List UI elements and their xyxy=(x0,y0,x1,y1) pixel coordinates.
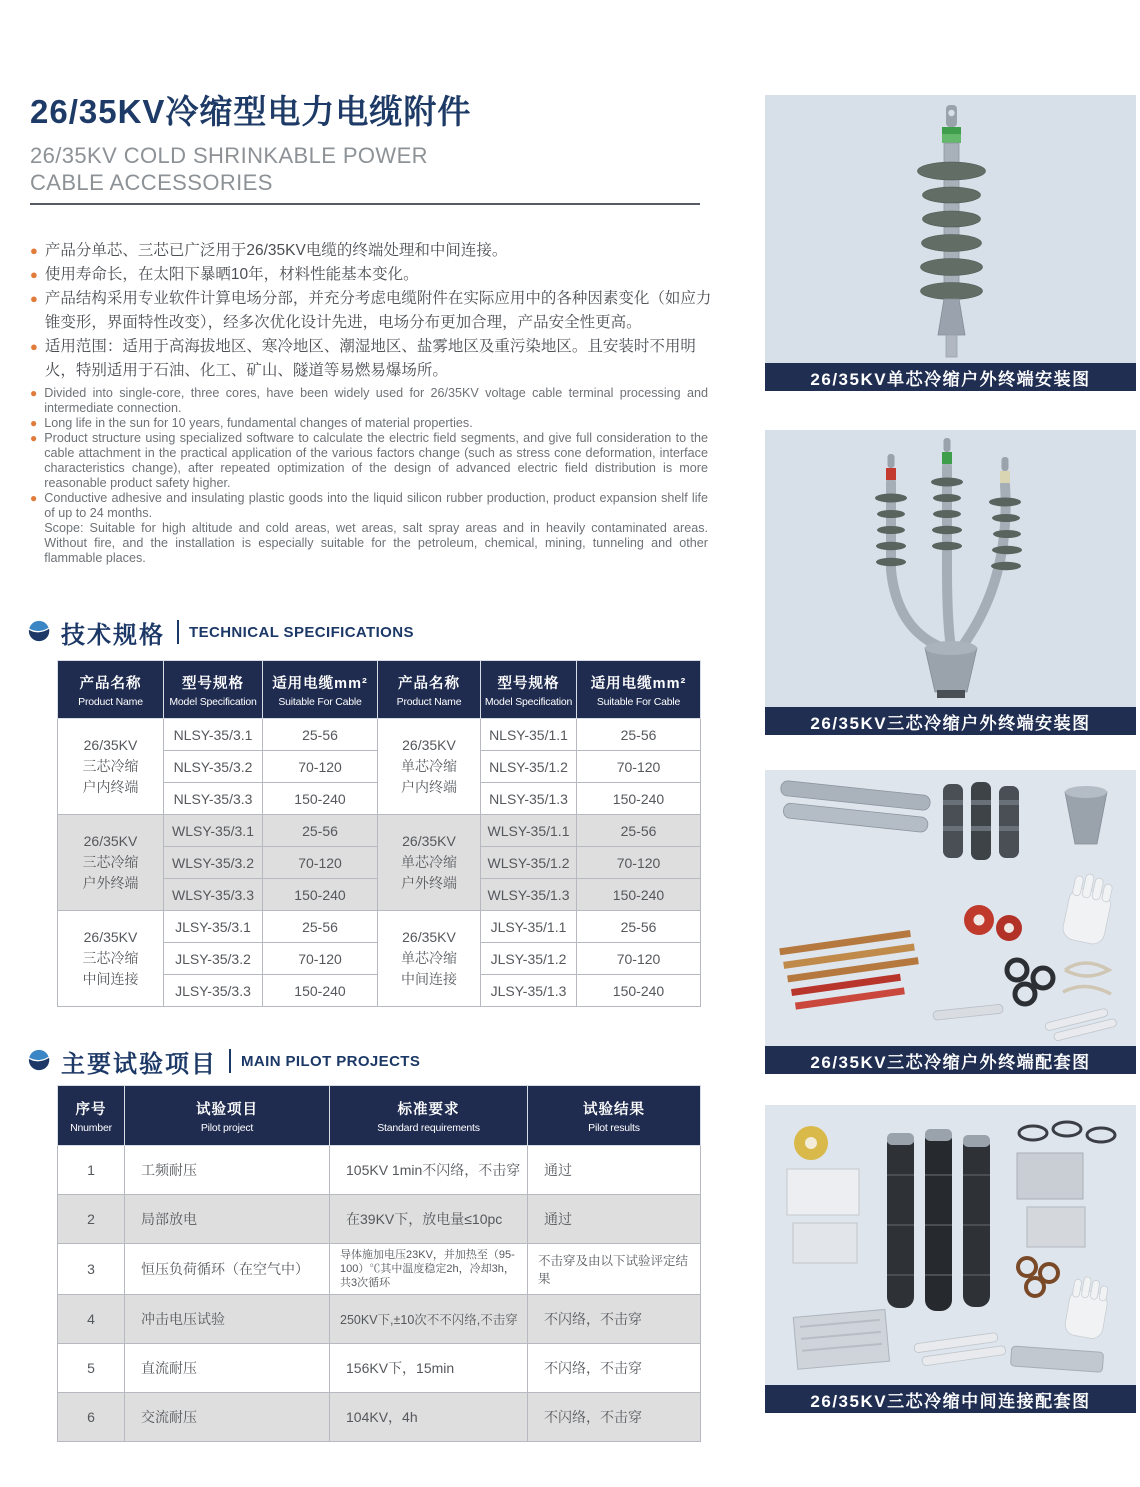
en-bullet-text xyxy=(44,491,708,566)
header-en: Model Specification xyxy=(484,695,573,708)
en-bullet-item xyxy=(30,431,708,491)
three-core-terminal-photo xyxy=(765,430,1136,707)
bullet-dot-icon: ● xyxy=(30,491,38,505)
bullet-dot-icon: ● xyxy=(30,243,38,258)
header-en: Suitable For Cable xyxy=(596,695,681,708)
pilot-project-cell: 直流耐压 xyxy=(125,1344,330,1393)
page-title-en-line1: 26/35KV COLD SHRINKABLE POWER xyxy=(30,143,428,168)
page-title-en xyxy=(30,142,702,196)
cn-bullet-text: 适用范围：适用于高海拔地区、寒冷地区、潮湿地区、盐雾地区及重污染地区。且安装时不用明火，特别适用于石油、化工、矿山、隧道等易燃易爆场所。 xyxy=(44,338,696,379)
spec-cable-cell: 70-120 xyxy=(263,751,378,783)
terminal-kit-photo xyxy=(765,770,1136,1046)
pilot-number-cell: 6 xyxy=(58,1393,125,1442)
joint-kit-photo xyxy=(765,1105,1136,1385)
pilot-project-cell: 交流耐压 xyxy=(125,1393,330,1442)
spec-header-model xyxy=(164,661,263,719)
pilot-result-cell: 不闪络，不击穿 xyxy=(528,1393,701,1442)
pilot-number-cell: 3 xyxy=(58,1244,125,1295)
pilot-result-cell: 通过 xyxy=(528,1146,701,1195)
header-cn: 试验项目 xyxy=(196,1101,258,1118)
pilot-header-requirements xyxy=(330,1086,528,1146)
header-cn: 产品名称 xyxy=(79,675,142,692)
pilot-result-cell: 通过 xyxy=(528,1195,701,1244)
pilot-project-cell: 工频耐压 xyxy=(125,1146,330,1195)
cn-bullet-text: 使用寿命长，在太阳下暴晒10年，材料性能基本变化。 xyxy=(44,266,419,283)
spec-model-cell: WLSY-35/1.2 xyxy=(481,847,577,879)
spec-header-cable xyxy=(263,661,378,719)
spec-product-cell: 26/35KV 单芯冷缩 户外终端 xyxy=(378,815,481,911)
figure-caption: 26/35KV三芯冷缩户外终端配套图 xyxy=(765,1046,1136,1074)
spec-header-product xyxy=(58,661,164,719)
bullet-dot-icon: ● xyxy=(30,386,38,400)
spec-model-cell: NLSY-35/1.3 xyxy=(481,783,577,815)
spec-model-cell: JLSY-35/3.1 xyxy=(164,911,263,943)
spec-product-cell: 26/35KV 单芯冷缩 中间连接 xyxy=(378,911,481,1007)
spec-cable-cell: 25-56 xyxy=(263,911,378,943)
spec-cable-cell: 150-240 xyxy=(263,975,378,1007)
section-title-en: TECHNICAL SPECIFICATIONS xyxy=(189,623,414,641)
header-cn: 适用电缆mm² xyxy=(272,675,368,692)
spec-model-cell: NLSY-35/3.1 xyxy=(164,719,263,751)
spec-cable-cell: 70-120 xyxy=(263,943,378,975)
spec-model-cell: NLSY-35/3.2 xyxy=(164,751,263,783)
pilot-row xyxy=(58,1344,701,1393)
en-bullet-text-main: Conductive adhesive and insulating plastic goods into the liquid silicon rubber production, product expansion shelf life of up to 24 months. xyxy=(44,491,708,520)
spec-cable-cell: 70-120 xyxy=(263,847,378,879)
pilot-requirement-cell: 104KV，4h xyxy=(330,1393,528,1442)
pilot-row xyxy=(58,1146,701,1195)
en-bullet-scope: Scope: Suitable for high altitude and cold areas, wet areas, salt spray areas and in heavily contaminated areas. Without fire, and the installation is especially suitable for the petroleum, chemical, mining, tunneling and other flammable places. xyxy=(44,521,708,565)
technical-specifications-table xyxy=(57,660,701,1007)
spec-cable-cell: 25-56 xyxy=(577,815,701,847)
pilot-row xyxy=(58,1393,701,1442)
spec-cable-cell: 25-56 xyxy=(577,719,701,751)
title-divider xyxy=(30,203,700,205)
spec-row xyxy=(58,815,701,847)
spec-cable-cell: 70-120 xyxy=(577,751,701,783)
main-pilot-projects-table xyxy=(57,1085,701,1442)
cn-bullet-item xyxy=(30,263,714,287)
section-title-cn: 主要试验项目 xyxy=(61,1050,217,1078)
spec-model-cell: JLSY-35/1.3 xyxy=(481,975,577,1007)
section-title-cn: 技术规格 xyxy=(61,621,165,649)
spec-product-cell: 26/35KV 三芯冷缩 户外终端 xyxy=(58,815,164,911)
bullet-dot-icon: ● xyxy=(30,416,38,430)
header-en: Suitable For Cable xyxy=(278,695,362,708)
spec-row xyxy=(58,911,701,943)
spec-cable-cell: 70-120 xyxy=(577,847,701,879)
pilot-result-cell: 不击穿及由以下试验评定结果 xyxy=(528,1244,701,1295)
pilot-requirement-cell: 在39KV下，放电量≤10pc xyxy=(330,1195,528,1244)
header-en: Product Name xyxy=(396,695,462,708)
spec-cable-cell: 25-56 xyxy=(263,719,378,751)
en-bullet-text: Divided into single-core, three cores, have been widely used for 26/35KV voltage cable terminal processing and intermediate connection. xyxy=(44,386,708,415)
spec-product-cell: 26/35KV 三芯冷缩 户内终端 xyxy=(58,719,164,815)
section-technical-specifications xyxy=(28,615,414,649)
header-cn: 试验结果 xyxy=(583,1101,645,1118)
pilot-number-cell: 2 xyxy=(58,1195,125,1244)
spec-model-cell: JLSY-35/1.2 xyxy=(481,943,577,975)
header-cn: 型号规格 xyxy=(497,675,560,692)
spec-product-cell: 26/35KV 三芯冷缩 中间连接 xyxy=(58,911,164,1007)
figure-caption: 26/35KV单芯冷缩户外终端安装图 xyxy=(765,363,1136,391)
pilot-requirement-cell: 156KV下，15min xyxy=(330,1344,528,1393)
spec-header-model xyxy=(481,661,577,719)
en-bullet-text: Long life in the sun for 10 years, fundamental changes of material properties. xyxy=(44,416,473,430)
figure-caption: 26/35KV三芯冷缩中间连接配套图 xyxy=(765,1385,1136,1413)
page-title-cn: 26/35KV冷缩型电力电缆附件 xyxy=(30,93,472,130)
pilot-project-cell: 局部放电 xyxy=(125,1195,330,1244)
title-block xyxy=(30,86,702,205)
cn-bullet-text: 产品结构采用专业软件计算电场分部，并充分考虑电缆附件在实际应用中的各种因素变化（如应力锥变形，界面特性改变），经多次优化设计先进，电场分布更加合理，产品安全性更高。 xyxy=(44,290,712,331)
spec-model-cell: NLSY-35/3.3 xyxy=(164,783,263,815)
spec-model-cell: JLSY-35/1.1 xyxy=(481,911,577,943)
spec-product-cell: 26/35KV 单芯冷缩 户内终端 xyxy=(378,719,481,815)
pilot-project-cell: 恒压负荷循环（在空气中） xyxy=(125,1244,330,1295)
cn-bullet-list xyxy=(30,239,714,383)
spec-header-row xyxy=(58,661,701,719)
section-sphere-icon xyxy=(28,1049,50,1076)
bullet-dot-icon: ● xyxy=(30,267,38,282)
spec-cable-cell: 25-56 xyxy=(577,911,701,943)
header-en: Pilot project xyxy=(200,1121,254,1134)
pilot-header-row xyxy=(58,1086,701,1146)
spec-model-cell: WLSY-35/1.3 xyxy=(481,879,577,911)
pilot-requirement-cell: 导体施加电压23KV，并加热至（95-100）℃其中温度稳定2h，冷却3h，共3次循环 xyxy=(330,1244,528,1295)
pilot-row xyxy=(58,1195,701,1244)
en-bullet-item xyxy=(30,416,708,431)
spec-cable-cell: 150-240 xyxy=(263,783,378,815)
figure-panel-three-core-terminal xyxy=(765,430,1136,735)
spec-row xyxy=(58,719,701,751)
header-en: Pilot results xyxy=(588,1121,640,1134)
header-cn: 适用电缆mm² xyxy=(590,675,687,692)
header-cn: 序号 xyxy=(75,1101,107,1118)
en-bullet-list xyxy=(30,386,708,566)
spec-model-cell: NLSY-35/1.1 xyxy=(481,719,577,751)
header-en: Product Name xyxy=(78,695,143,708)
header-en: Nnumber xyxy=(70,1121,112,1134)
spec-cable-cell: 150-240 xyxy=(577,879,701,911)
spec-header-cable xyxy=(577,661,701,719)
pilot-result-cell: 不闪络，不击穿 xyxy=(528,1295,701,1344)
pilot-result-cell: 不闪络，不击穿 xyxy=(528,1344,701,1393)
figure-caption: 26/35KV三芯冷缩户外终端安装图 xyxy=(765,707,1136,735)
cn-bullet-item xyxy=(30,239,714,263)
section-sphere-icon xyxy=(28,620,50,647)
pilot-number-cell: 5 xyxy=(58,1344,125,1393)
spec-model-cell: WLSY-35/3.3 xyxy=(164,879,263,911)
bullet-dot-icon: ● xyxy=(30,431,38,445)
spec-model-cell: NLSY-35/1.2 xyxy=(481,751,577,783)
pilot-header-results xyxy=(528,1086,701,1146)
pilot-header-number xyxy=(58,1086,125,1146)
header-cn: 产品名称 xyxy=(398,675,460,692)
spec-cable-cell: 150-240 xyxy=(577,783,701,815)
cn-bullet-item xyxy=(30,287,714,335)
header-cn: 标准要求 xyxy=(397,1101,460,1118)
section-title-divider xyxy=(229,1049,231,1073)
spec-cable-cell: 70-120 xyxy=(577,943,701,975)
pilot-project-cell: 冲击电压试验 xyxy=(125,1295,330,1344)
spec-cable-cell: 25-56 xyxy=(263,815,378,847)
section-main-pilot-projects xyxy=(28,1044,420,1078)
cn-bullet-text: 产品分单芯、三芯已广泛用于26/35KV电缆的终端处理和中间连接。 xyxy=(44,242,508,259)
pilot-requirement-cell: 105KV 1min不闪络，不击穿 xyxy=(330,1146,528,1195)
single-core-terminal-photo xyxy=(765,95,1136,363)
figure-panel-joint-kit xyxy=(765,1105,1136,1413)
figure-panel-terminal-kit xyxy=(765,770,1136,1074)
spec-cable-cell: 150-240 xyxy=(263,879,378,911)
pilot-number-cell: 1 xyxy=(58,1146,125,1195)
figure-panel-single-core-terminal xyxy=(765,95,1136,391)
bullet-dot-icon: ● xyxy=(30,291,38,306)
cn-bullet-item xyxy=(30,335,714,383)
spec-model-cell: WLSY-35/3.1 xyxy=(164,815,263,847)
spec-model-cell: JLSY-35/3.2 xyxy=(164,943,263,975)
spec-model-cell: JLSY-35/3.3 xyxy=(164,975,263,1007)
pilot-header-project xyxy=(125,1086,330,1146)
spec-cable-cell: 150-240 xyxy=(577,975,701,1007)
en-bullet-item xyxy=(30,491,708,566)
en-bullet-text: Product structure using specialized software to calculate the electric field segments, and give full consideration to the cable attachment in the practical application of the various factors change (such as stress cone deformation, interface characteristics change), after repeated optimization of the design of advanced electric field distribution is more reasonable product safety higher. xyxy=(44,431,708,490)
section-title-divider xyxy=(177,620,179,644)
header-cn: 型号规格 xyxy=(182,675,244,692)
header-en: Model Specification xyxy=(169,695,257,708)
section-title-en: MAIN PILOT PROJECTS xyxy=(241,1052,421,1070)
spec-model-cell: WLSY-35/1.1 xyxy=(481,815,577,847)
bullet-dot-icon: ● xyxy=(30,339,38,354)
pilot-row xyxy=(58,1244,701,1295)
page-title-en-line2: CABLE ACCESSORIES xyxy=(30,170,273,195)
pilot-row xyxy=(58,1295,701,1344)
pilot-requirement-cell: 250KV下,±10次不不闪络,不击穿 xyxy=(330,1295,528,1344)
pilot-number-cell: 4 xyxy=(58,1295,125,1344)
spec-model-cell: WLSY-35/3.2 xyxy=(164,847,263,879)
en-bullet-item xyxy=(30,386,708,416)
spec-header-product xyxy=(378,661,481,719)
header-en: Standard requirements xyxy=(377,1121,480,1134)
